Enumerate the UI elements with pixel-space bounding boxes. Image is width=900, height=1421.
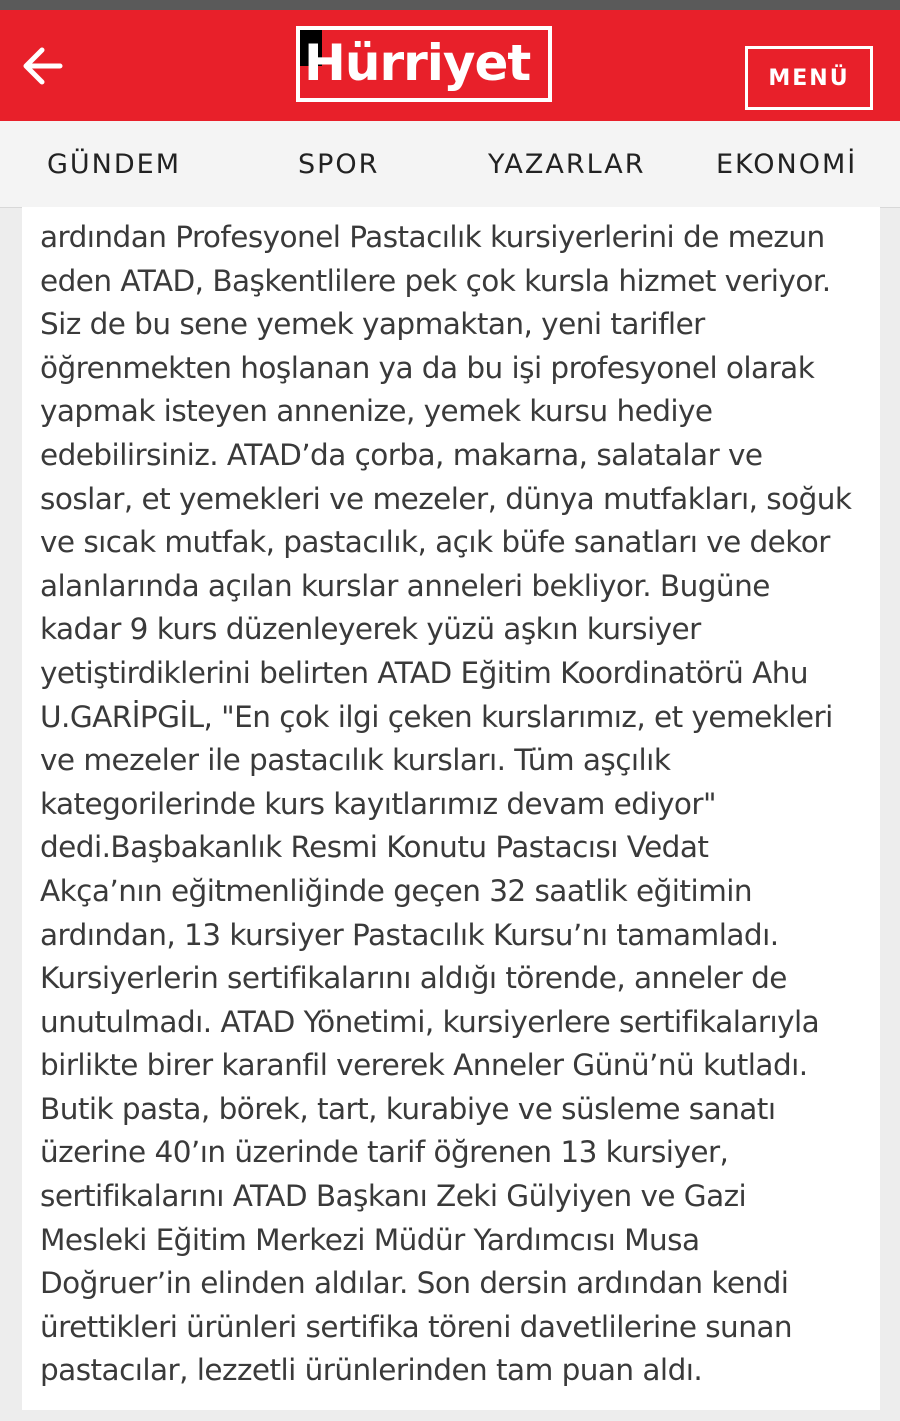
article-line: üzerine 40’ın üzerinde tarif öğrenen 13 kursiyer, — [40, 1135, 729, 1170]
article-line: edebilirsiniz. ATAD’da çorba, makarna, salatalar ve — [40, 437, 763, 472]
article-line: Siz de bu sene yemek yapmaktan, yeni tarifler — [40, 307, 705, 342]
hurriyet-logo[interactable] — [296, 26, 552, 102]
article-line: unutulmadı. ATAD Yönetimi, kursiyerlere sertifikalarıyla — [40, 1004, 820, 1039]
nav-item-ekonomi[interactable]: EKONOMİ — [716, 148, 858, 180]
nav-item-yazarlar[interactable]: YAZARLAR — [488, 148, 646, 180]
article-line: ve mezeler ile pastacılık kursları. Tüm aşçılık — [40, 743, 671, 778]
article-line: kategorilerinde kurs kayıtlarımız devam ediyor" — [40, 786, 717, 821]
article-line: öğrenmekten hoşlanan ya da bu işi profesyonel olarak — [40, 350, 815, 385]
article-line: sertifikalarını ATAD Başkanı Zeki Gülyiyen ve Gazi — [40, 1179, 747, 1214]
article-line: Mesleki Eğitim Merkezi Müdür Yardımcısı Musa — [40, 1222, 700, 1257]
article-line: Kursiyerlerin sertifikalarını aldığı törende, anneler de — [40, 961, 787, 996]
article-line: yapmak isteyen annenize, yemek kursu hediye — [40, 394, 713, 429]
article-line: ardından, 13 kursiyer Pastacılık Kursu’nı tamamladı. — [40, 917, 779, 952]
status-strip — [0, 0, 900, 10]
nav-item-spor[interactable]: SPOR — [298, 148, 380, 180]
article-line: U.GARİPGİL, "En çok ilgi çeken kurslarımız, et yemekleri — [40, 699, 833, 734]
article-line: alanlarında açılan kurslar anneleri bekliyor. Bugüne — [40, 568, 770, 603]
article-line: Akça’nın eğitmenliğinde geçen 32 saatlik eğitimin — [40, 873, 753, 908]
nav-item-gundem[interactable]: GÜNDEM — [47, 148, 182, 180]
article-text — [40, 216, 880, 1393]
article-line: ve sıcak mutfak, pastacılık, açık büfe sanatları ve dekor — [40, 525, 830, 560]
menu-button[interactable]: MENÜ — [745, 46, 873, 110]
article-line: ürettikleri ürünleri sertifika töreni davetlilerine sunan — [40, 1309, 793, 1344]
article-line: Doğruer’in elinden aldılar. Son dersin ardından kendi — [40, 1266, 789, 1301]
app-header — [0, 10, 900, 121]
section-nav — [0, 121, 900, 208]
article-line: Butik pasta, börek, tart, kurabiye ve süsleme sanatı — [40, 1091, 776, 1126]
arrow-left-icon — [20, 46, 64, 90]
article-line: soslar, et yemekleri ve mezeler, dünya mutfakları, soğuk — [40, 481, 852, 516]
article-body — [22, 207, 880, 1410]
article-line: birlikte birer karanfil vererek Anneler Günü’nü kutladı. — [40, 1048, 808, 1083]
article-line: yetiştirdiklerini belirten ATAD Eğitim Koordinatörü Ahu — [40, 655, 808, 690]
article-line: dedi.Başbakanlık Resmi Konutu Pastacısı Vedat — [40, 830, 709, 865]
article-line: pastacılar, lezzetli ürünlerinden tam puan aldı. — [40, 1353, 703, 1388]
article-line: kadar 9 kurs düzenleyerek yüzü aşkın kursiyer — [40, 612, 701, 647]
back-button[interactable] — [14, 40, 70, 96]
article-line: eden ATAD, Başkentlilere pek çok kursla hizmet veriyor. — [40, 263, 831, 298]
article-line: ardından Profesyonel Pastacılık kursiyerlerini de mezun — [40, 220, 825, 254]
logo-text: Hürriyet — [304, 34, 531, 92]
